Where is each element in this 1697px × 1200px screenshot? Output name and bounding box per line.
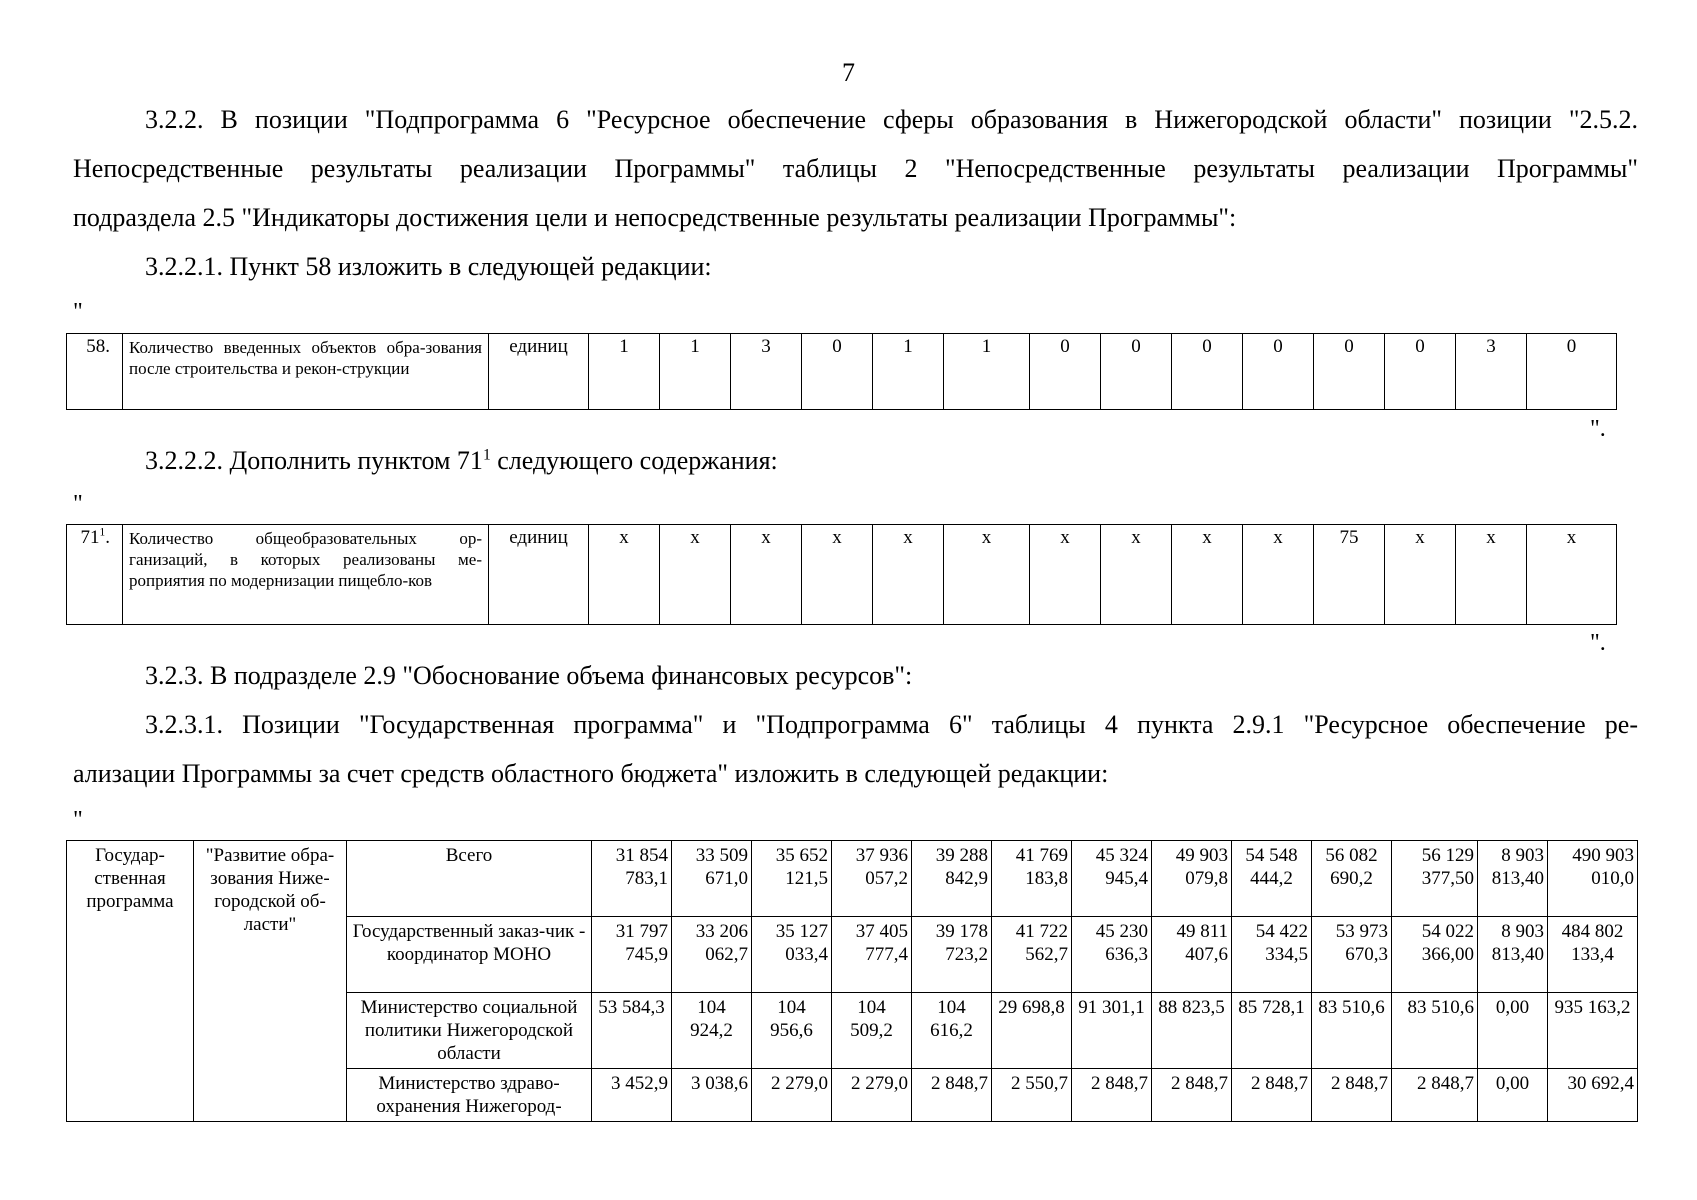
value-cell: x bbox=[1172, 525, 1243, 625]
row-number-superscript: 1 bbox=[99, 526, 106, 539]
paragraph-3-2-3-1-line2: ализации Программы за счет средств областного бюджета" изложить в следующей редакции: bbox=[73, 759, 1109, 788]
indicator-description: Количество общеобразовательных ор-ганизаций, в которых реализованы ме-роприятия по модернизации пищебло-ков bbox=[123, 525, 489, 625]
amount-cell: 33 509 671,0 bbox=[672, 841, 752, 917]
paragraph-3-2-2-line1: 3.2.2. В позиции "Подпрограмма 6 "Ресурсное обеспечение сферы образования в Нижегородской области" позиции "2.5.2. bbox=[145, 105, 1638, 134]
amount-cell: 88 823,5 bbox=[1152, 993, 1232, 1069]
row-label: Всего bbox=[347, 841, 592, 917]
amount-cell: 935 163,2 bbox=[1548, 993, 1638, 1069]
amount-cell: 91 301,1 bbox=[1072, 993, 1152, 1069]
value-cell: 0 bbox=[1030, 334, 1101, 410]
amount-cell: 104 509,2 bbox=[832, 993, 912, 1069]
amount-cell: 104 616,2 bbox=[912, 993, 992, 1069]
amount-cell: 37 936 057,2 bbox=[832, 841, 912, 917]
table-row bbox=[67, 841, 1638, 917]
row-number-text: 71 bbox=[80, 527, 100, 548]
amount-cell: 41 769 183,8 bbox=[992, 841, 1072, 917]
value-cell: 0 bbox=[1243, 334, 1314, 410]
page-number: 7 bbox=[842, 58, 855, 87]
value-cell: x bbox=[731, 525, 802, 625]
paragraph-3-2-2-2 bbox=[73, 436, 1638, 485]
value-cell: x bbox=[873, 525, 944, 625]
value-cell: x bbox=[944, 525, 1030, 625]
amount-cell: 83 510,6 bbox=[1392, 993, 1478, 1069]
value-cell: x bbox=[589, 525, 660, 625]
amount-cell: 31 854 783,1 bbox=[592, 841, 672, 917]
value-cell: 1 bbox=[944, 334, 1030, 410]
row-label: Министерство здраво-охранения Нижегород- bbox=[347, 1069, 592, 1122]
amount-cell: 35 127 033,4 bbox=[752, 917, 832, 993]
amount-cell: 2 848,7 bbox=[1232, 1069, 1312, 1122]
value-cell: 0 bbox=[1385, 334, 1456, 410]
value-cell: x bbox=[802, 525, 873, 625]
paragraph-3-2-2-2-text: 3.2.2.2. Дополнить пунктом 71 bbox=[145, 446, 483, 475]
amount-cell: 56 129 377,50 bbox=[1392, 841, 1478, 917]
value-cell: x bbox=[1385, 525, 1456, 625]
finance-table bbox=[66, 840, 1638, 1122]
value-cell: x bbox=[1101, 525, 1172, 625]
value-cell: 0 bbox=[802, 334, 873, 410]
program-cell: Государ-ственная программа bbox=[67, 841, 194, 1122]
paragraph-3-2-2-line3: подраздела 2.5 "Индикаторы достижения цели и непосредственные результаты реализации Программы": bbox=[73, 203, 1237, 232]
amount-cell: 54 022 366,00 bbox=[1392, 917, 1478, 993]
value-cell: 1 bbox=[589, 334, 660, 410]
program-name-cell: "Развитие обра-зования Ниже-городской об-ласти" bbox=[194, 841, 347, 1122]
amount-cell: 45 324 945,4 bbox=[1072, 841, 1152, 917]
value-cell: 0 bbox=[1314, 334, 1385, 410]
open-quote: " bbox=[73, 491, 83, 517]
value-cell: 3 bbox=[1456, 334, 1527, 410]
open-quote: " bbox=[73, 807, 83, 833]
value-cell: 0 bbox=[1101, 334, 1172, 410]
amount-cell: 0,00 bbox=[1478, 1069, 1548, 1122]
paragraph-3-2-3: 3.2.3. В подразделе 2.9 "Обоснование объема финансовых ресурсов": bbox=[145, 661, 913, 690]
amount-cell: 2 848,7 bbox=[1392, 1069, 1478, 1122]
paragraph-3-2-3-1-line1: 3.2.3.1. Позиции "Государственная программа" и "Подпрограмма 6" таблицы 4 пункта 2.9.1 "Ресурсное обеспечение ре- bbox=[145, 710, 1638, 739]
amount-cell: 29 698,8 bbox=[992, 993, 1072, 1069]
amount-cell: 2 848,7 bbox=[1312, 1069, 1392, 1122]
superscript: 1 bbox=[482, 446, 491, 464]
value-cell: 75 bbox=[1314, 525, 1385, 625]
amount-cell: 53 973 670,3 bbox=[1312, 917, 1392, 993]
amount-cell: 31 797 745,9 bbox=[592, 917, 672, 993]
amount-cell: 37 405 777,4 bbox=[832, 917, 912, 993]
value-cell: x bbox=[1243, 525, 1314, 625]
value-cell: x bbox=[660, 525, 731, 625]
paragraph-3-2-2-line2: Непосредственные результаты реализации Программы" таблицы 2 "Непосредственные результаты реализации Программы" bbox=[73, 154, 1638, 183]
amount-cell: 54 422 334,5 bbox=[1232, 917, 1312, 993]
amount-cell: 2 279,0 bbox=[752, 1069, 832, 1122]
amount-cell: 35 652 121,5 bbox=[752, 841, 832, 917]
unit-cell: единиц bbox=[489, 334, 589, 410]
amount-cell: 54 548 444,2 bbox=[1232, 841, 1312, 917]
amount-cell: 2 848,7 bbox=[1072, 1069, 1152, 1122]
amount-cell: 2 848,7 bbox=[912, 1069, 992, 1122]
value-cell: 0 bbox=[1172, 334, 1243, 410]
amount-cell: 49 903 079,8 bbox=[1152, 841, 1232, 917]
amount-cell: 8 903 813,40 bbox=[1478, 917, 1548, 993]
amount-cell: 39 288 842,9 bbox=[912, 841, 992, 917]
paragraph-3-2-2-2-tail: следующего содержания: bbox=[490, 446, 778, 475]
row-58-table bbox=[66, 333, 1617, 410]
row-label: Министерство социальной политики Нижегородской области bbox=[347, 993, 592, 1069]
row-label: Государственный заказ-чик - координатор МОНО bbox=[347, 917, 592, 993]
row-number: 58. bbox=[67, 334, 123, 410]
value-cell: x bbox=[1030, 525, 1101, 625]
amount-cell: 39 178 723,2 bbox=[912, 917, 992, 993]
amount-cell: 83 510,6 bbox=[1312, 993, 1392, 1069]
amount-cell: 2 279,0 bbox=[832, 1069, 912, 1122]
value-cell: 0 bbox=[1527, 334, 1617, 410]
amount-cell: 41 722 562,7 bbox=[992, 917, 1072, 993]
table-row bbox=[67, 525, 1617, 625]
row-number-dot: . bbox=[105, 527, 110, 548]
value-cell: 1 bbox=[873, 334, 944, 410]
amount-cell: 104 956,6 bbox=[752, 993, 832, 1069]
amount-cell: 8 903 813,40 bbox=[1478, 841, 1548, 917]
amount-cell: 49 811 407,6 bbox=[1152, 917, 1232, 993]
value-cell: 1 bbox=[660, 334, 731, 410]
value-cell: x bbox=[1527, 525, 1617, 625]
close-quote: ". bbox=[1590, 416, 1606, 442]
amount-cell: 45 230 636,3 bbox=[1072, 917, 1152, 993]
row-71-table bbox=[66, 524, 1617, 625]
value-cell: 3 bbox=[731, 334, 802, 410]
amount-cell: 53 584,3 bbox=[592, 993, 672, 1069]
amount-cell: 56 082 690,2 bbox=[1312, 841, 1392, 917]
amount-cell: 2 550,7 bbox=[992, 1069, 1072, 1122]
indicator-description: Количество введенных объектов обра-зования после строительства и рекон-струкции bbox=[123, 334, 489, 410]
amount-cell: 104 924,2 bbox=[672, 993, 752, 1069]
row-number bbox=[67, 525, 123, 625]
value-cell: x bbox=[1456, 525, 1527, 625]
unit-cell: единиц bbox=[489, 525, 589, 625]
table-row bbox=[67, 334, 1617, 410]
amount-cell: 490 903 010,0 bbox=[1548, 841, 1638, 917]
amount-cell: 85 728,1 bbox=[1232, 993, 1312, 1069]
close-quote: ". bbox=[1590, 630, 1606, 656]
open-quote: " bbox=[73, 299, 83, 325]
paragraph-3-2-2-1: 3.2.2.1. Пункт 58 изложить в следующей редакции: bbox=[145, 252, 712, 281]
amount-cell: 33 206 062,7 bbox=[672, 917, 752, 993]
amount-cell: 484 802 133,4 bbox=[1548, 917, 1638, 993]
amount-cell: 30 692,4 bbox=[1548, 1069, 1638, 1122]
amount-cell: 3 038,6 bbox=[672, 1069, 752, 1122]
amount-cell: 2 848,7 bbox=[1152, 1069, 1232, 1122]
amount-cell: 3 452,9 bbox=[592, 1069, 672, 1122]
amount-cell: 0,00 bbox=[1478, 993, 1548, 1069]
